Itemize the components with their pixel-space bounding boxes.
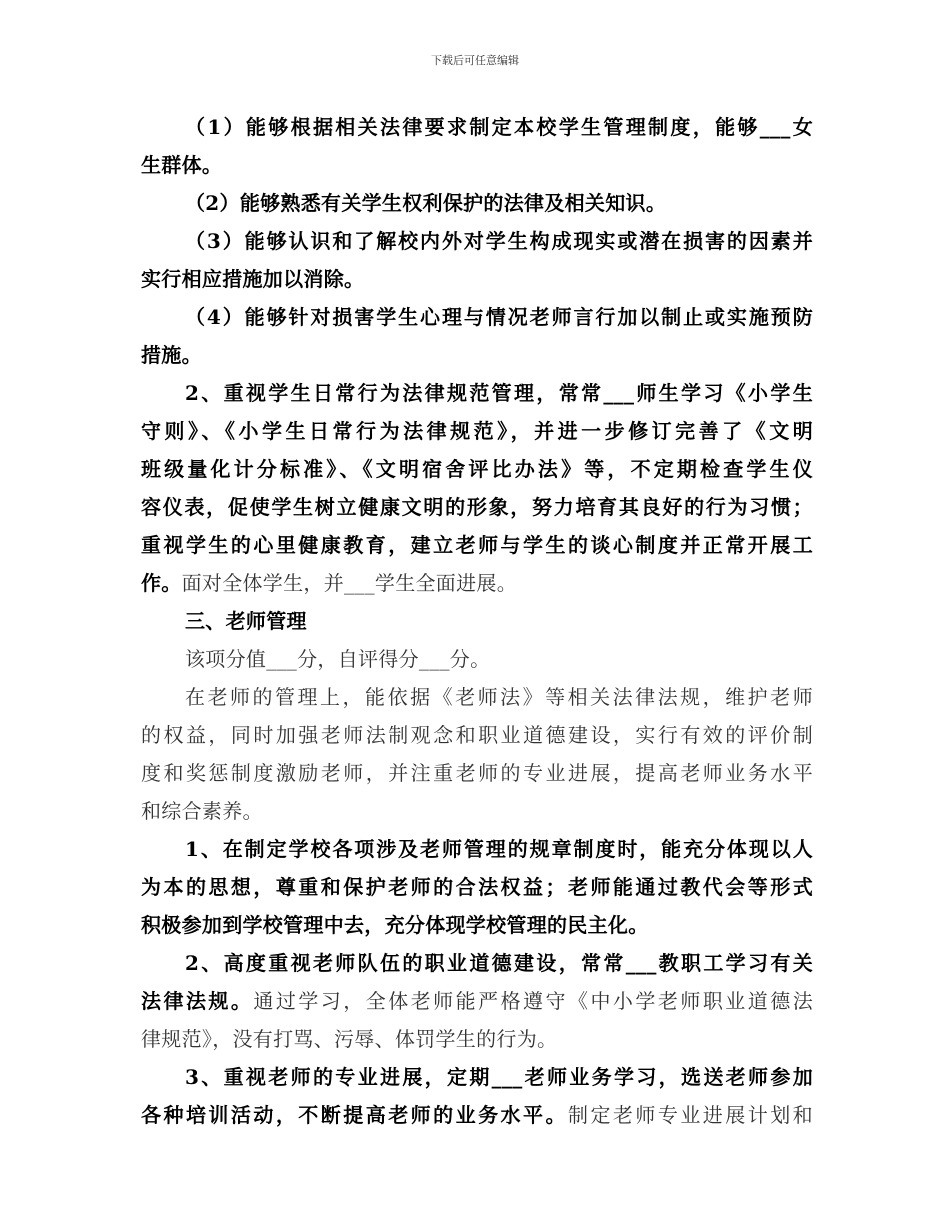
regular-text: 面对全体学生，并___学生全面进展。 (181, 571, 518, 595)
document-body (141, 108, 813, 1134)
paragraph-line (141, 982, 813, 1020)
paragraph-line: 班级量化计分标准》、《文明宿舍评比办法》等，不定期检查学生仪 (141, 457, 813, 481)
paragraph-line: 的权益，同时加强老师法制观念和职业道德建设，实行有效的评价制 (141, 723, 813, 747)
page-header: 下载后可任意编辑 (431, 54, 519, 67)
paragraph-line: 积极参加到学校管理中去，充分体现学校管理的民主化。 (141, 913, 649, 937)
regular-text: 通过学习，全体老师能严格遵守《中小学老师职业道德法 (253, 989, 814, 1013)
paragraph-line: 措施。 (141, 343, 202, 367)
bold-text: 法律法规。 (141, 989, 254, 1013)
paragraph-line: 度和奖惩制度激励老师，并注重老师的专业进展，提高老师业务水平 (141, 761, 813, 785)
paragraph-line: 该项分值___分，自评得分___分。 (185, 647, 491, 671)
paragraph-line: 2、重视学生日常行为法律规范管理，常常___师生学习《小学生 (185, 381, 813, 405)
paragraph-line: （1）能够根据相关法律要求制定本校学生管理制度，能够___女 (185, 115, 813, 139)
paragraph-line: 三、老师管理 (185, 609, 307, 633)
paragraph-line: 律规范》，没有打骂、污辱、体罚学生的行为。 (141, 1027, 558, 1051)
paragraph-line: 3、重视老师的专业进展，定期___老师业务学习，选送老师参加 (185, 1065, 813, 1089)
paragraph-line (141, 1096, 813, 1134)
paragraph-line: （3）能够认识和了解校内外对学生构成现实或潜在损害的因素并 (185, 229, 813, 253)
paragraph-line: 实行相应措施加以消除。 (141, 267, 365, 291)
paragraph-line: 重视学生的心里健康教育，建立老师与学生的谈心制度并正常开展工 (141, 533, 813, 557)
paragraph-line: 为本的思想，尊重和保护老师的合法权益；老师能通过教代会等形式 (141, 875, 813, 899)
paragraph-line: 2、高度重视老师队伍的职业道德建设，常常___教职工学习有关 (185, 951, 813, 975)
bold-text: 各种培训活动，不断提高老师的业务水平。 (141, 1103, 568, 1127)
paragraph-line: （2）能够熟悉有关学生权利保护的法律及相关知识。 (185, 191, 667, 215)
paragraph-line: 容仪表，促使学生树立健康文明的形象，努力培育其良好的行为习惯； (141, 495, 813, 519)
paragraph-line: 生群体。 (141, 153, 223, 177)
paragraph-line: 在老师的管理上，能依据《老师法》等相关法律法规，维护老师 (185, 685, 813, 709)
paragraph-line: 守则》、《小学生日常行为法律规范》，并进一步修订完善了《文明 (141, 419, 813, 443)
paragraph-line: 和综合素养。 (141, 799, 263, 823)
bold-text: 作。 (141, 571, 182, 595)
paragraph-line (141, 564, 813, 602)
paragraph-line: 1、在制定学校各项涉及老师管理的规章制度时，能充分体现以人 (185, 837, 813, 861)
paragraph-line: （4）能够针对损害学生心理与情况老师言行加以制止或实施预防 (185, 305, 813, 329)
regular-text: 制定老师专业进展计划和 (567, 1103, 813, 1127)
